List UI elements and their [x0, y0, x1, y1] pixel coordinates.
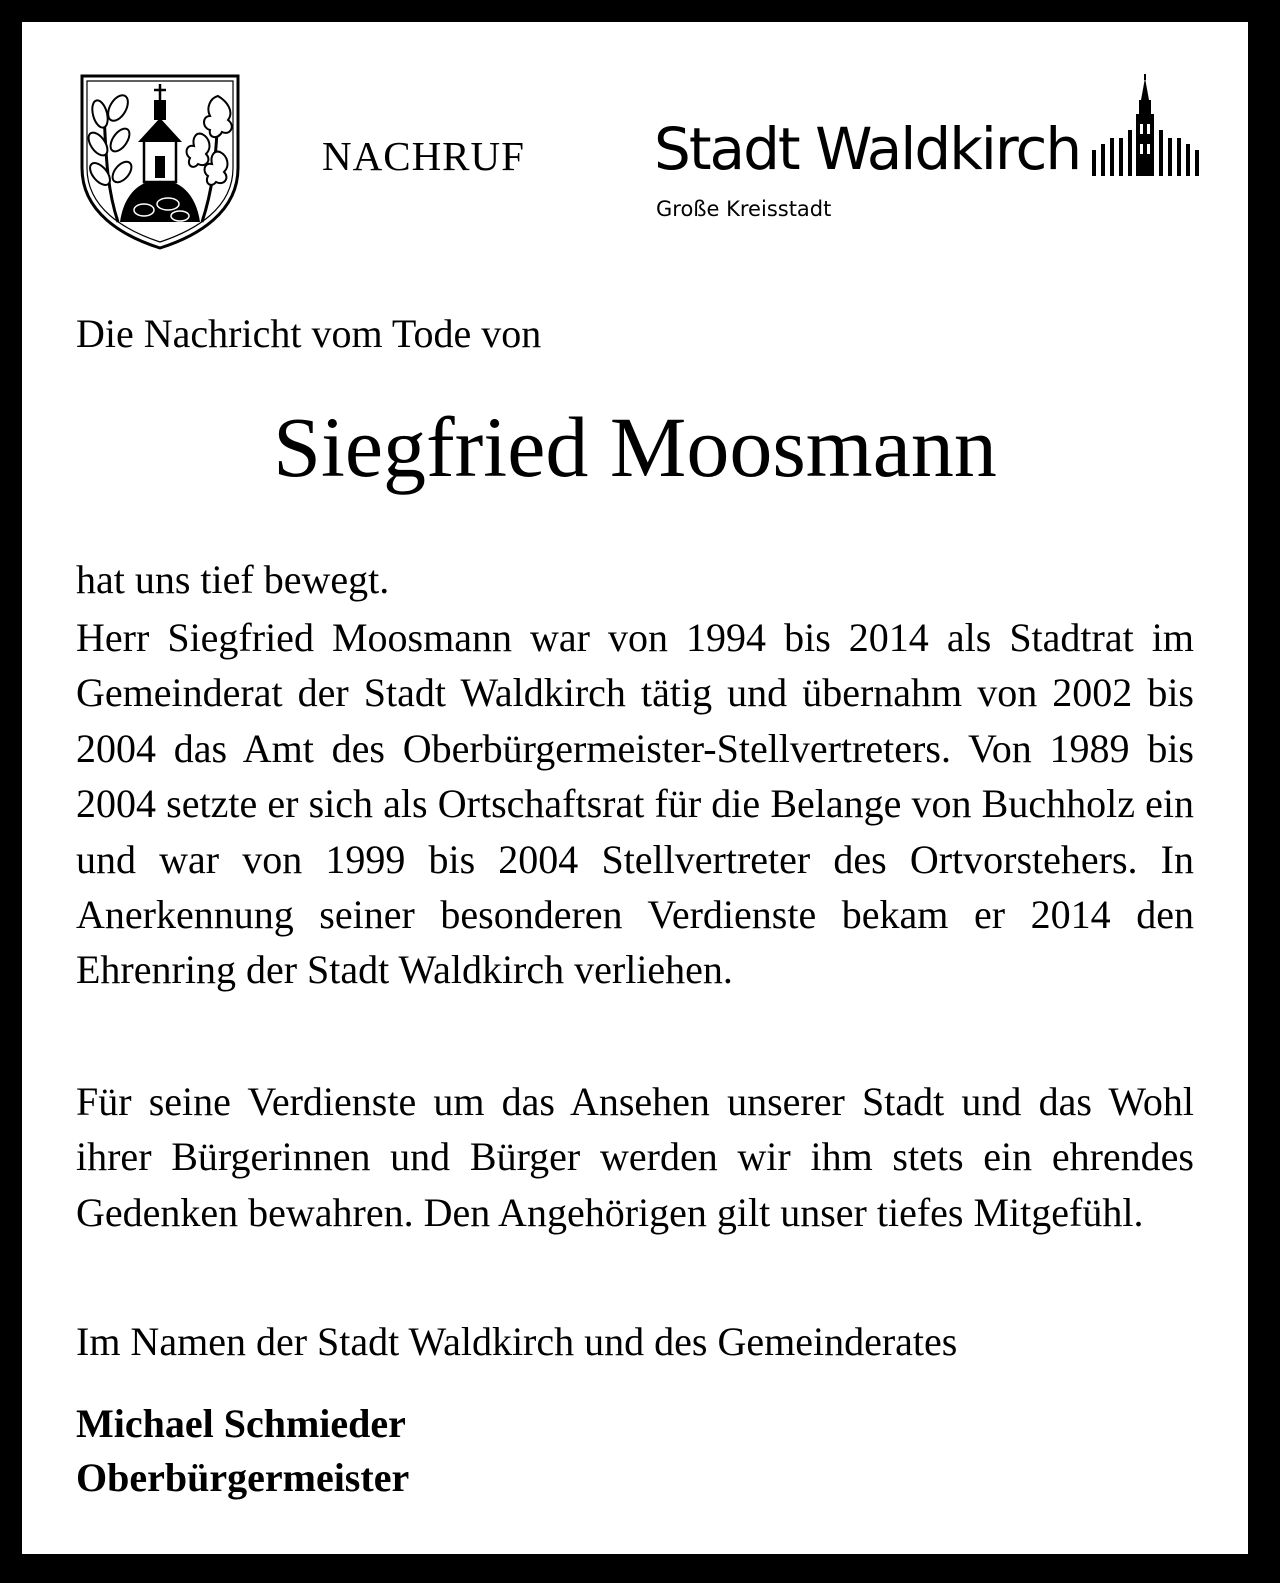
notice-label: NACHRUF [322, 133, 525, 179]
closing-line: Im Namen der Stadt Waldkirch und des Gemeinderates [76, 1319, 958, 1364]
city-logo [654, 114, 1214, 244]
city-skyline-logo-icon [1092, 74, 1202, 182]
waldkirch-coat-of-arms-icon [78, 72, 242, 250]
notice-intro: Die Nachricht vom Tode von [76, 311, 542, 356]
deceased-name: Siegfried Moosmann [273, 399, 997, 495]
notice-moved: hat uns tief bewegt. [76, 557, 390, 602]
signatory-title: Oberbürgermeister [76, 1455, 410, 1500]
city-name: Stadt Waldkirch [654, 115, 1081, 183]
tribute-paragraph-condolence: Für seine Verdienste um das Ansehen unserer Stadt und das Wohl ihrer Bürgerinnen und Bürger werden wir ihm stets ein ehrendes Gedenken bewahren. Den Angehörigen gilt unser tiefes Mitgefühl. [76, 1079, 1194, 1235]
city-subtitle: Große Kreisstadt [656, 197, 832, 221]
obituary-notice [22, 22, 1248, 1554]
tribute-paragraph-career: Herr Siegfried Moosmann war von 1994 bis 2014 als Stadtrat im Gemeinderat der Stadt Waldkirch tätig und übernahm von 2002 bis 2004 das Amt des Oberbürgermeister-Stellvertreters. Von 1989 bis 2004 setzte er sich als Ortschaftsrat für die Belange von Buchholz ein und war von 1999 bis 2004 Stellvertreter des Ortvorstehers. In Anerkennung seiner besonderen Verdienste bekam er 2014 den Ehrenring der Stadt Waldkirch verliehen. [76, 615, 1194, 993]
signatory-name: Michael Schmieder [76, 1401, 406, 1446]
